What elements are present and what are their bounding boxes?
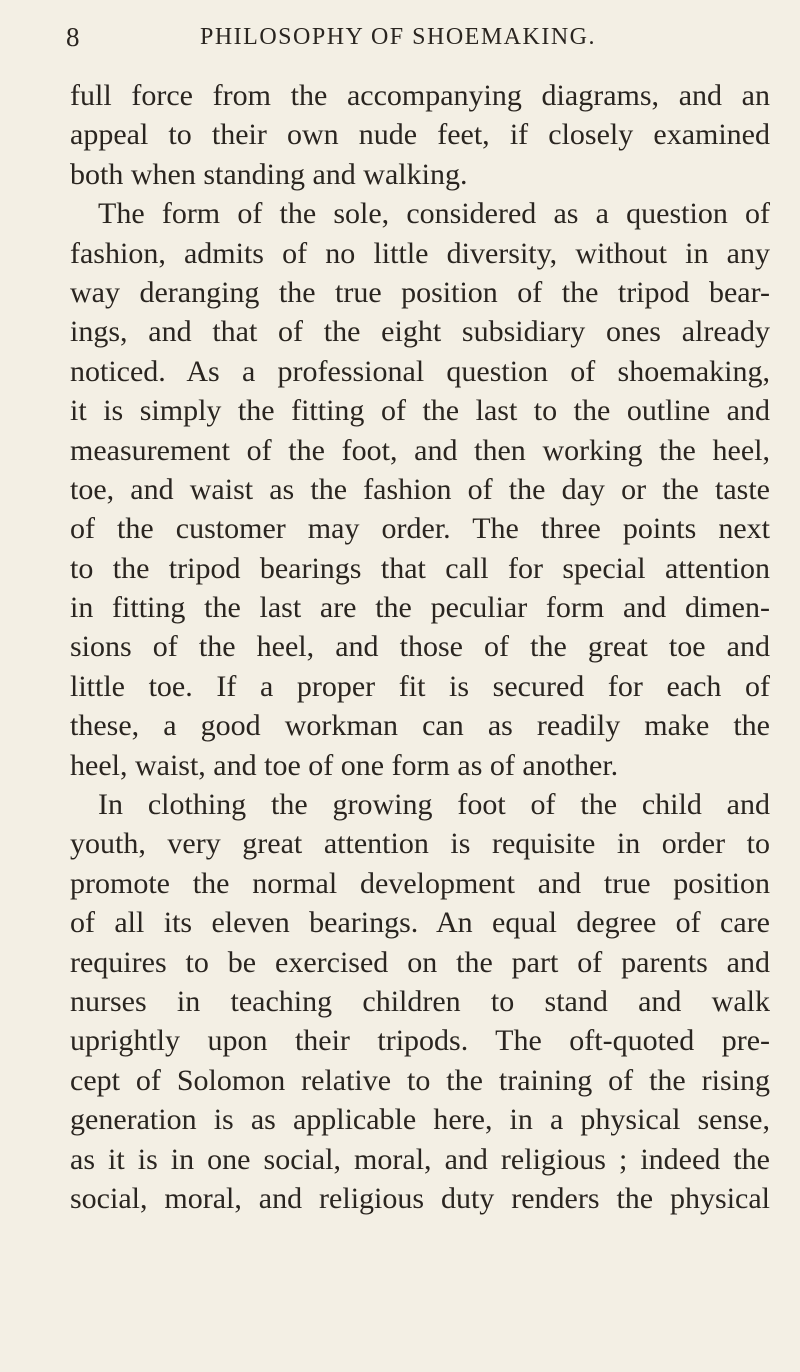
text-line: measurement of the foot, and then working the heel, [70,433,770,467]
text-line: requires to be exercised on the part of parents and [70,945,770,979]
text-line: promote the normal development and true position [70,866,770,900]
page-header [66,22,766,56]
text-line: little toe. If a proper fit is secured for each of [70,669,770,703]
text-line: it is simply the fitting of the last to the outline and [70,394,770,428]
text-line: The form of the sole, considered as a question of [98,197,770,231]
text-line: to the tripod bearings that call for special attention [70,551,770,585]
running-head: PHILOSOPHY OF SHOEMAKING. [200,24,596,50]
text-line: these, a good workman can as readily make the [70,709,770,743]
text-line: full force from the accompanying diagrams, and an [70,79,770,112]
text-line: heel, waist, and toe of one form as of another. [70,748,619,782]
text-line: of all its eleven bearings. An equal degree of care [70,906,770,940]
text-line: uprightly upon their tripods. The oft-quoted pre- [70,1024,770,1058]
text-line: of the customer may order. The three points next [70,512,770,546]
text-line: In clothing the growing foot of the child and [98,788,770,822]
text-line: youth, very great attention is requisite in order to [70,827,770,861]
text-line: noticed. As a professional question of shoemaking, [70,354,770,388]
text-line: way deranging the true position of the tripod bear- [70,275,770,309]
body-text [70,76,770,1218]
text-line: as it is in one social, moral, and religious ; indeed the [70,1142,770,1176]
text-line: appeal to their own nude feet, if closely examined [70,118,770,152]
page-number: 8 [66,22,81,52]
text-line: nurses in teaching children to stand and walk [70,984,770,1018]
text-line: generation is as applicable here, in a physical sense, [70,1103,770,1137]
text-line: sions of the heel, and those of the great toe and [70,630,770,664]
text-line: cept of Solomon relative to the training of the rising [70,1063,770,1097]
text-line: toe, and waist as the fashion of the day or the taste [70,472,770,506]
text-line: in fitting the last are the peculiar form and dimen- [70,591,770,625]
text-line: fashion, admits of no little diversity, without in any [70,236,770,270]
text-line: both when standing and walking. [70,157,468,191]
text-line: ings, and that of the eight subsidiary ones already [70,315,770,349]
text-line: social, moral, and religious duty renders the physical [70,1181,770,1215]
